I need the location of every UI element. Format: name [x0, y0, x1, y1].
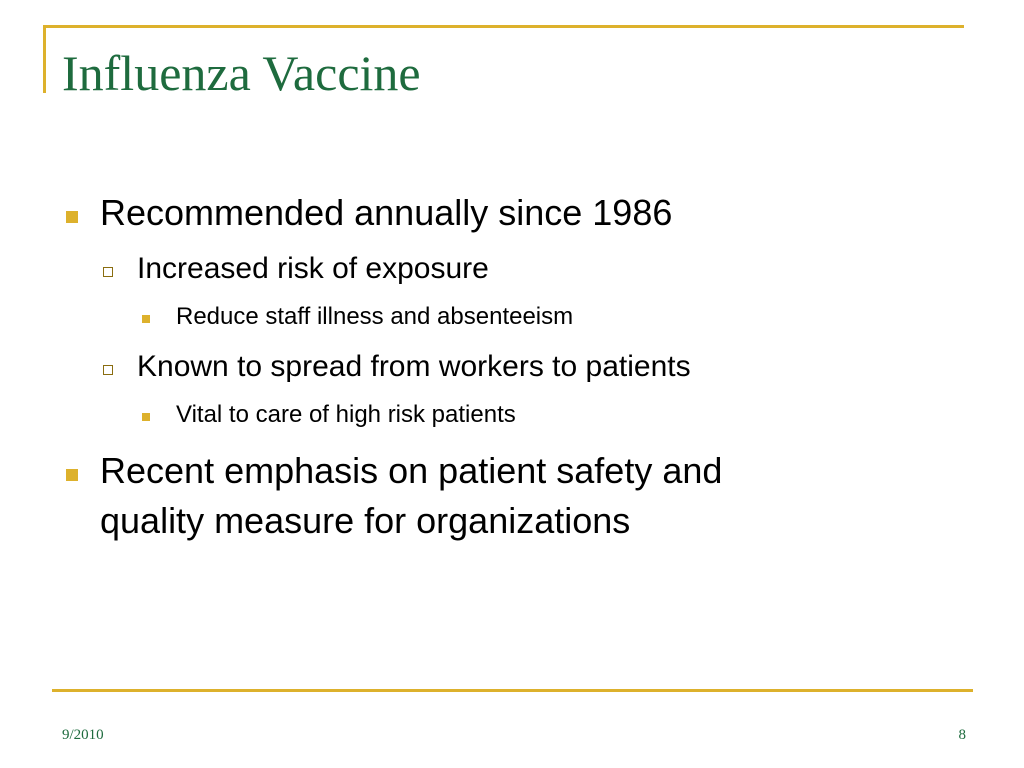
outline-square-bullet-icon [103, 267, 113, 277]
square-bullet-icon [66, 469, 78, 481]
top-accent-line [43, 25, 964, 28]
bullet-item-1: Recommended annually since 1986 [100, 192, 673, 233]
bullet-item-5: Vital to care of high risk patients [176, 401, 516, 428]
left-accent-line [43, 25, 46, 93]
bullet-item-6: Recent emphasis on patient safety and [100, 450, 723, 491]
outline-square-bullet-icon [103, 365, 113, 375]
page-number: 8 [958, 727, 966, 743]
bullet-item-2: Increased risk of exposure [137, 252, 489, 285]
square-bullet-icon [142, 413, 150, 421]
bullet-item-3: Reduce staff illness and absenteeism [176, 303, 574, 330]
footer-divider [52, 689, 973, 692]
square-bullet-icon [66, 211, 78, 223]
square-bullet-icon [142, 315, 150, 323]
bullet-item-6-continued: quality measure for organizations [100, 500, 631, 541]
footer-date: 9/2010 [62, 727, 104, 743]
slide-title: Influenza Vaccine [62, 45, 421, 101]
bullet-item-4: Known to spread from workers to patients [137, 350, 691, 383]
